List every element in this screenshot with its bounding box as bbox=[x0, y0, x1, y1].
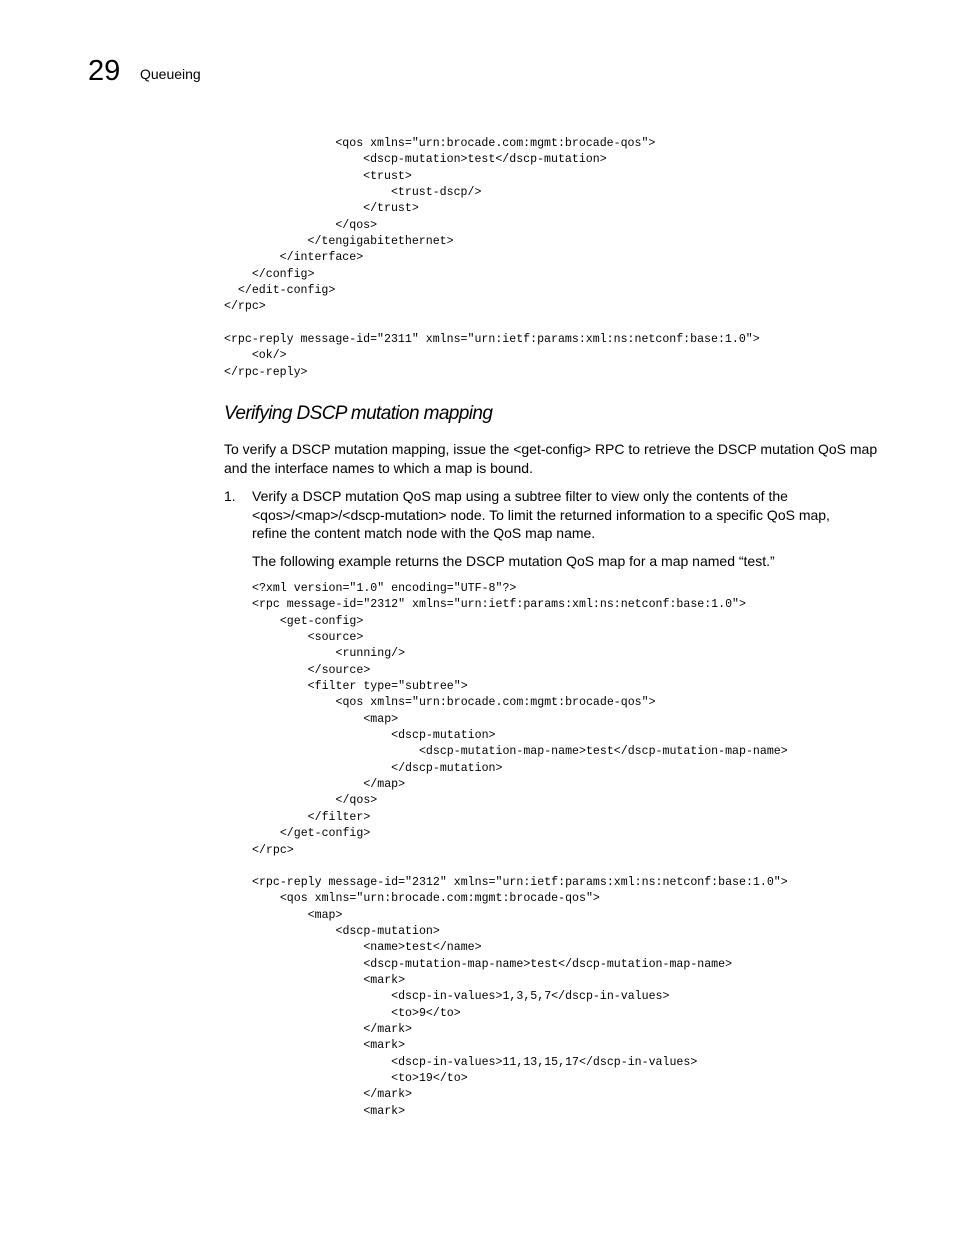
code-line: <trust-dscp/> bbox=[224, 186, 482, 200]
code-line: <filter type="subtree"> bbox=[252, 680, 468, 694]
code-line: <dscp-mutation-map-name>test</dscp-mutation-map-name> bbox=[252, 957, 733, 971]
code-line: <dscp-mutation-map-name>test</dscp-mutation-map-name> bbox=[252, 745, 788, 759]
code-block-rpc-reply-ok bbox=[224, 332, 760, 381]
code-line: <rpc message-id="2312" xmlns="urn:ietf:params:xml:ns:netconf:base:1.0"> bbox=[252, 598, 746, 612]
code-line: <map> bbox=[252, 908, 343, 922]
code-line: <dscp-mutation> bbox=[252, 925, 440, 939]
step-number: 1. bbox=[224, 488, 236, 504]
code-line: </qos> bbox=[224, 218, 378, 232]
code-line: <dscp-mutation>test</dscp-mutation> bbox=[224, 153, 607, 167]
code-line: </config> bbox=[224, 267, 315, 281]
code-line: </mark> bbox=[252, 1023, 413, 1037]
code-line: </dscp-mutation> bbox=[252, 761, 503, 775]
code-block-edit-config-end bbox=[224, 136, 655, 316]
code-line: </interface> bbox=[224, 251, 364, 265]
code-line: </mark> bbox=[252, 1088, 413, 1102]
code-line: <to>9</to> bbox=[252, 1006, 461, 1020]
code-line: <mark> bbox=[252, 1104, 406, 1118]
code-line: <dscp-in-values>11,13,15,17</dscp-in-values> bbox=[252, 1055, 698, 1069]
code-line: </trust> bbox=[224, 202, 419, 216]
code-line: </rpc> bbox=[252, 843, 294, 857]
code-line: </filter> bbox=[252, 810, 371, 824]
code-line: <mark> bbox=[252, 974, 406, 988]
code-line: </tengigabitethernet> bbox=[224, 235, 454, 249]
chapter-title: Queueing bbox=[140, 66, 201, 82]
code-line: <get-config> bbox=[252, 614, 364, 628]
code-line: </edit-config> bbox=[224, 284, 336, 298]
code-line: <name>test</name> bbox=[252, 941, 482, 955]
code-line: </qos> bbox=[252, 794, 378, 808]
code-line: <trust> bbox=[224, 169, 412, 183]
code-line: </get-config> bbox=[252, 827, 371, 841]
code-line: </rpc> bbox=[224, 300, 266, 314]
chapter-number: 29 bbox=[88, 55, 121, 87]
step-text: Verify a DSCP mutation QoS map using a subtree filter to view only the contents of the <qos>/<map>/<dscp-mutation> node. To limit the returned information to a specific QoS map, refine the content match node with the QoS map name. bbox=[252, 488, 830, 542]
code-line: <ok/> bbox=[224, 349, 287, 363]
code-line: <qos xmlns="urn:brocade.com:mgmt:brocade-qos"> bbox=[252, 892, 600, 906]
code-line: </source> bbox=[252, 663, 371, 677]
code-line: </rpc-reply> bbox=[224, 365, 308, 379]
code-line: <source> bbox=[252, 631, 364, 645]
intro-paragraph: To verify a DSCP mutation mapping, issue the <get-config> RPC to retrieve the DSCP mutation QoS map and the interface names to which a map is bound. bbox=[224, 441, 878, 476]
code-line: <dscp-mutation> bbox=[252, 729, 496, 743]
code-line: <qos xmlns="urn:brocade.com:mgmt:brocade-qos"> bbox=[224, 137, 656, 150]
section-heading: Verifying DSCP mutation mapping bbox=[224, 403, 493, 424]
code-line: <running/> bbox=[252, 647, 406, 661]
code-line: <dscp-in-values>1,3,5,7</dscp-in-values> bbox=[252, 990, 670, 1004]
code-line: </map> bbox=[252, 778, 406, 792]
code-block-get-config-reply bbox=[252, 875, 788, 1120]
code-line: <rpc-reply message-id="2312" xmlns="urn:ietf:params:xml:ns:netconf:base:1.0"> bbox=[252, 876, 788, 889]
code-line: <mark> bbox=[252, 1039, 406, 1053]
code-line: <rpc-reply message-id="2311" xmlns="urn:ietf:params:xml:ns:netconf:base:1.0"> bbox=[224, 333, 760, 346]
example-intro-paragraph: The following example returns the DSCP mutation QoS map for a map named “test.” bbox=[252, 553, 775, 569]
code-line: <map> bbox=[252, 712, 399, 726]
code-block-get-config-request bbox=[252, 581, 788, 859]
code-line: <to>19</to> bbox=[252, 1072, 468, 1086]
code-line: <qos xmlns="urn:brocade.com:mgmt:brocade-qos"> bbox=[252, 696, 656, 710]
code-line: <?xml version="1.0" encoding="UTF-8"?> bbox=[252, 582, 517, 595]
